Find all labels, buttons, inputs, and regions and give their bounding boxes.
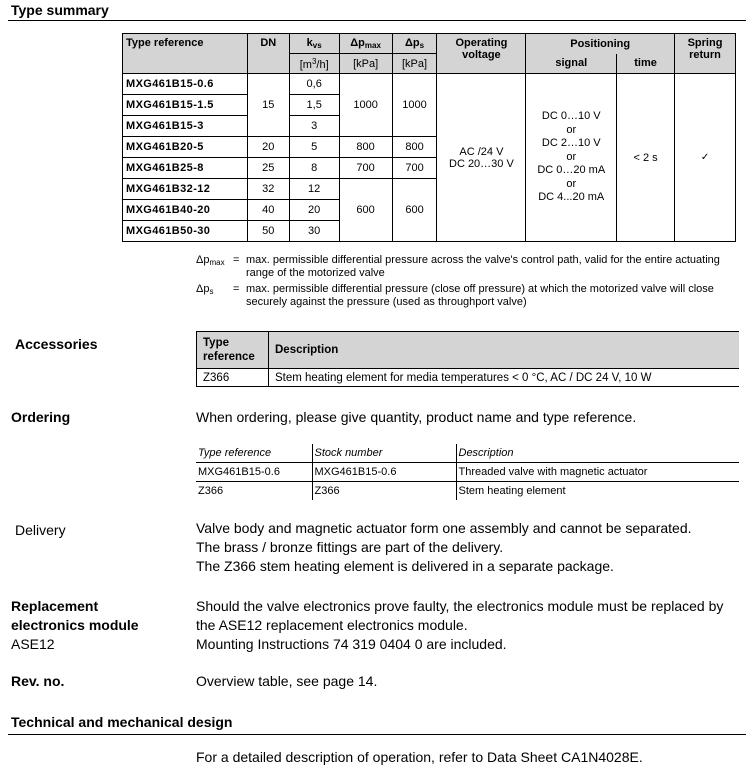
voltage-line: AC /24 V [459,145,504,158]
col-header-stock-number: Stock number [312,444,456,463]
legend-equals: = [233,254,240,266]
col-header-description: Description [269,332,740,369]
type-reference-cell: MXG461B15-0.6 [123,74,248,95]
legend-symbol-dpmax: $\Delta p_{max}$ [196,254,225,267]
technical-design-text: For a detailed description of operation, refer to Data Sheet CA1N4028E. [196,749,643,765]
dpmax-cell: 800 [339,137,392,158]
type-reference-cell: Z366 [197,369,269,387]
ordering-intro: When ordering, please give quantity, product name and type reference. [196,409,637,425]
kvs-cell: 8 [289,158,339,179]
signal-line: DC 0…10 V [541,110,601,123]
col-header-dps: $\Delta p_s$ [392,34,437,54]
type-summary-table [122,33,736,242]
table-row [197,369,740,387]
replacement-label-line: Replacement [11,598,99,614]
col-header-spring-return: Spring return [675,34,736,74]
type-reference-cell: MXG461B40-20 [123,200,248,221]
delivery-line: Valve body and magnetic actuator form one assembly and cannot be separated. [196,520,692,536]
type-reference-cell: MXG461B15-0.6 [196,463,312,482]
col-unit-dps: [kPa] [392,54,437,74]
signal-line: or [566,177,577,190]
legend-equals: = [233,283,240,295]
dpmax-cell: 600 [339,179,392,242]
table-row [196,463,739,482]
type-reference-cell: MXG461B15-1.5 [123,95,248,116]
section-title-technical-design: Technical and mechanical design [11,714,233,730]
col-header-type-reference: Type reference [197,332,269,369]
type-reference-cell: MXG461B50-30 [123,221,248,242]
section-rule [8,734,746,735]
col-header-dn: DN [247,34,289,74]
description-cell: Threaded valve with magnetic actuator [456,463,739,482]
type-reference-cell: MXG461B20-5 [123,137,248,158]
description-cell: Stem heating element for media temperatures < 0 °C, AC / DC 24 V, 10 W [269,369,740,387]
type-reference-cell: MXG461B25-8 [123,158,248,179]
signal-line: DC 2…10 V [541,137,601,150]
kvs-cell: 1,5 [289,95,339,116]
signal-line: or [566,150,577,163]
legend-text-dpmax: max. permissible differential pressure across the valve's control path, valid for the entire actuating range of the motorized valve [246,254,720,279]
dn-cell: 25 [247,158,289,179]
kvs-cell: 12 [289,179,339,200]
kvs-cell: 30 [289,221,339,242]
col-header-type-reference: Type reference [196,444,312,463]
col-header-positioning: Positioning [526,34,675,54]
kvs-cell: 0,6 [289,74,339,95]
rev-no-label: Rev. no. [11,673,65,689]
rev-no-text: Overview table, see page 14. [196,673,378,689]
signal-line: DC 4...20 mA [538,191,605,204]
replacement-line: the ASE12 replacement electronics module. [196,617,468,633]
table-row [196,482,739,501]
table-row [123,74,736,95]
dps-cell: 600 [392,179,437,242]
signal-line: DC 0…20 mA [537,164,606,177]
col-unit-kvs: $[m^3/h]$ [289,54,339,74]
kvs-cell: 3 [289,116,339,137]
type-reference-cell: Z366 [198,485,224,497]
delivery-text [196,519,692,576]
dps-cell: 700 [392,158,437,179]
operating-voltage-cell [437,74,526,242]
replacement-code: ASE12 [11,636,55,652]
col-unit-dpmax: [kPa] [339,54,392,74]
ordering-label: Ordering [11,409,71,425]
dps-cell: 800 [392,137,437,158]
signal-line: or [566,123,577,136]
stock-number-cell: Z366 [312,482,456,501]
dn-cell: 32 [247,179,289,200]
positioning-time-cell: < 2 s [617,74,675,242]
section-rule [8,20,746,21]
kvs-cell: 5 [289,137,339,158]
delivery-line: The brass / bronze fittings are part of the delivery. [196,539,504,555]
replacement-line: Should the valve electronics prove faulty, the electronics module must be replaced by [196,598,724,614]
legend-symbol-dps: $\Delta p_s$ [196,283,214,296]
accessories-label: Accessories [15,336,98,352]
accessories-table [196,331,739,387]
kvs-cell: 20 [289,200,339,221]
col-header-signal: signal [526,54,617,74]
voltage-line: DC 20…30 V [449,157,514,170]
dpmax-cell: 1000 [339,74,392,137]
replacement-line: Mounting Instructions 74 319 0404 0 are included. [196,636,507,652]
dn-cell: 50 [247,221,289,242]
type-reference-cell: MXG461B32-12 [123,179,248,200]
spring-return-check-icon: ✓ [675,74,736,242]
delivery-label: Delivery [15,522,66,538]
description-cell: Stem heating element [456,482,739,501]
stock-number-cell: MXG461B15-0.6 [312,463,456,482]
replacement-text [196,597,723,654]
dpmax-cell: 700 [339,158,392,179]
dn-cell: 15 [247,74,289,137]
section-title-type-summary: Type summary [11,2,109,18]
col-header-operating-voltage: Operating voltage [437,34,526,74]
ordering-table [196,444,739,500]
col-header-description: Description [456,444,739,463]
type-reference-cell: MXG461B15-3 [123,116,248,137]
positioning-signal-cell [526,74,617,242]
replacement-label-line: electronics module [11,617,139,633]
legend-text-dps: max. permissible differential pressure (close off pressure) at which the motorized valve will close securely against the pressure (used as throughport valve) [246,283,714,308]
delivery-line: The Z366 stem heating element is delivered in a separate package. [196,558,614,574]
replacement-label [11,597,139,654]
col-header-kvs: $k_{vs}$ [289,34,339,54]
dps-cell: 1000 [392,74,437,137]
col-header-time: time [617,54,675,74]
col-header-dpmax: $\Delta p_{max}$ [339,34,392,54]
dn-cell: 20 [247,137,289,158]
col-header-type-reference: Type reference [123,34,248,74]
dn-cell: 40 [247,200,289,221]
